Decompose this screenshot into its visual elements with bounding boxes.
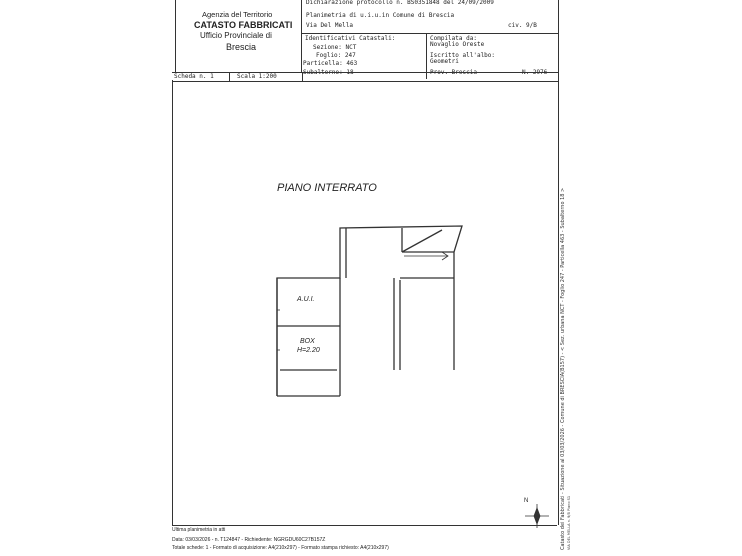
- header-left-border: [175, 0, 176, 72]
- side-vertical-small: VIA DEL MELLA n. 9/B Piano S1: [567, 495, 571, 550]
- compiler-name: Novaglio Oreste: [430, 41, 485, 48]
- planimetria-line: Planimetria di u.i.u.in Comune di Brescia: [306, 12, 455, 19]
- sezione: Sezione: NCT: [313, 44, 357, 51]
- ufficio-label: Ufficio Provinciale di: [200, 31, 272, 40]
- albo-number: N. 2976: [522, 69, 548, 76]
- iscritto-label: Iscritto all'albo:: [430, 52, 496, 59]
- scala-label: Scala 1:200: [237, 73, 277, 80]
- footer-line2: Data: 03/03/2026 - n. T124847 - Richiedente: NGRGDU60C27B157Z: [172, 537, 326, 543]
- agency-block: [190, 8, 295, 56]
- room-box-height: H=2.20: [297, 347, 320, 354]
- scheda-label: Scheda n. 1: [174, 73, 214, 80]
- footer-line3: Totale schede: 1 - Formato di acquisizione: A4(210x297) - Formato stampa richiesto: A4(210x297): [172, 545, 389, 551]
- room-aui: A.U.I.: [297, 296, 315, 303]
- agency-name: Agenzia del Territorio: [202, 10, 273, 19]
- plan-title: PIANO INTERRATO: [277, 182, 377, 194]
- foglio: Foglio: 247: [316, 52, 356, 59]
- floor-plan: [172, 80, 558, 525]
- footer-line1: Ultima planimetria in atti: [172, 527, 226, 533]
- protocol-line: Dichiarazione protocollo n. BS0351848 del 24/09/2009: [306, 0, 494, 6]
- compass-label: N: [524, 498, 529, 504]
- address-line: Via Del Mella: [306, 22, 353, 29]
- ufficio-city: Brescia: [226, 42, 257, 52]
- ramp-arrow: [404, 252, 448, 260]
- side-vertical-text: Catasto dei Fabbricati - Situazione al 03/03/2026 - Comune di BRESCIA(B157) - < Sez. urbana NCT - Foglio 247 - Particella 463 - Subalterno 18 >: [560, 187, 566, 550]
- particella: Particella: 463: [303, 60, 358, 67]
- cadastral-heading: Identificativi Catastali:: [305, 35, 396, 42]
- albo: Geometri: [430, 58, 459, 65]
- subalterno: Subalterno: 18: [303, 69, 354, 76]
- catasto-title: CATASTO FABBRICATI: [194, 20, 293, 30]
- footer-border: [172, 525, 557, 526]
- civico-line: civ. 9/B: [508, 22, 537, 29]
- header-right-border: [558, 0, 559, 80]
- prov: Prov. Brescia: [430, 69, 477, 76]
- compiler-heading: Compilata da:: [430, 35, 477, 42]
- room-box: BOX: [300, 338, 315, 345]
